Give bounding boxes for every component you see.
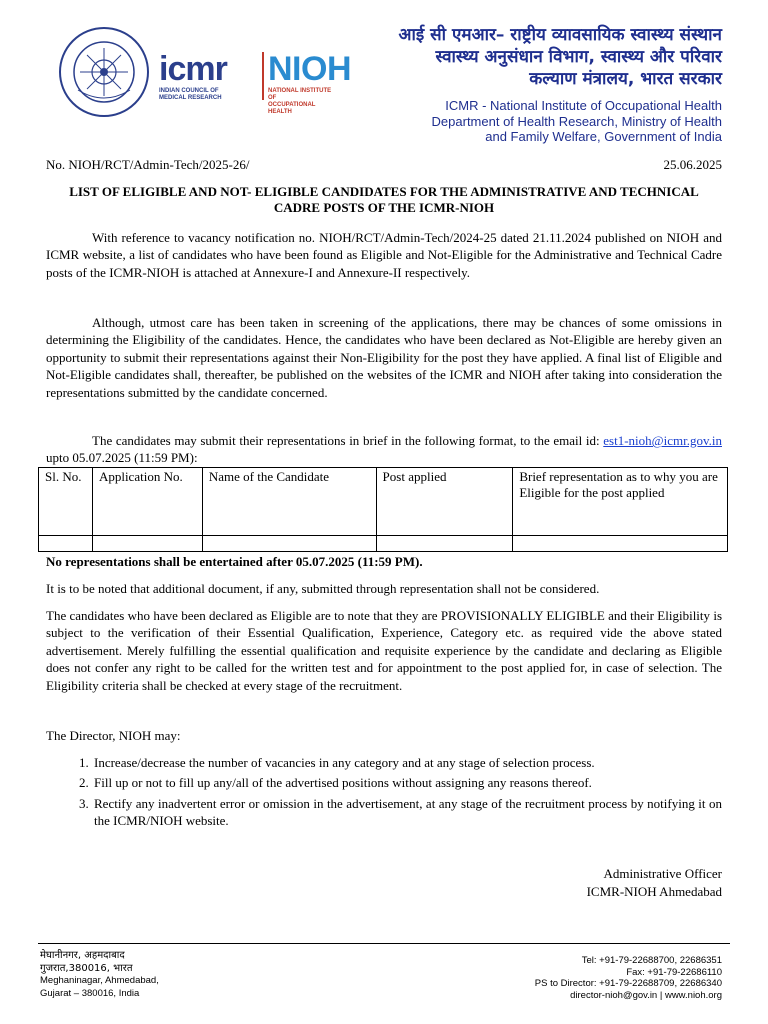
document-title: LIST OF ELIGIBLE AND NOT- ELIGIBLE CANDIDATES FOR THE ADMINISTRATIVE AND TECHNICAL CADRE POSTS OF THE ICMR-NIOH <box>69 184 699 215</box>
nioh-logo-text: NIOH <box>268 50 351 88</box>
table-row <box>39 536 728 552</box>
representation-format-table <box>38 467 728 552</box>
paragraph-provisional-eligibility: The candidates who have been declared as Eligible are to note that they are PROVISIONALLY ELIGIBLE and their Eligibility is subject to the verification of their Essential Qualification, Experience, Category etc. as required vide the above stated advertisement. Merely fulfilling the essential qualification and requisite experience by the candidate and declaring as Eligible does not confer any right to be called for the written test and for appointment to the post applied for, in case of selection. The Eligibility criteria shall be checked at every stage of the recruitment. <box>46 608 722 693</box>
col-application-no: Application No. <box>92 468 202 536</box>
col-sl-no: Sl. No. <box>39 468 93 536</box>
director-powers-list <box>46 754 722 833</box>
list-item: 3. Rectify any inadvertent error or omission in the advertisement, at any stage of the recruitment process by notifying it on the ICMR/NIOH website. <box>92 795 722 830</box>
col-representation: Brief representation as to why you are Eligible for the post applied <box>513 468 728 536</box>
list-item: 2. Fill up or not to fill up any/all of the advertised positions without assigning any reasons thereof. <box>92 774 722 791</box>
hindi-letterhead: आई सी एमआर– राष्ट्रीय व्यावसायिक स्वास्थ्य संस्थान स्वास्थ्य अनुसंधान विभाग, स्वास्थ्य और परिवार कल्याण मंत्रालय, भारत सरकार <box>398 25 722 89</box>
reference-number: No. NIOH/RCT/Admin-Tech/2025-26/ <box>46 157 250 172</box>
icmr-logo-subtitle: INDIAN COUNCIL OF MEDICAL RESEARCH <box>159 88 222 101</box>
icmr-logo-text: icmr <box>159 50 227 88</box>
header-logos <box>58 26 351 126</box>
nioh-logo-subtitle: NATIONAL INSTITUTE OF OCCUPATIONAL HEALTH <box>268 88 332 115</box>
paragraph-notification: With reference to vacancy notification no. NIOH/RCT/Admin-Tech/2024-25 dated 21.11.2024 published on NIOH and ICMR website, a list of candidates who have been found as Eligible and Not-Eligible for the Administrative and Technical Cadre posts of the ICMR-NIOH is attached at Annexure-I and Annexure-II respectively. <box>46 230 722 280</box>
email-link[interactable]: est1-nioh@icmr.gov.in <box>603 433 722 448</box>
document-date: 25.06.2025 <box>663 157 722 172</box>
paragraph-director-powers: The Director, NIOH may: <box>46 728 181 743</box>
footer-divider <box>38 943 730 944</box>
footer-contact: Tel: +91-79-22688700, 22686351 Fax: +91-79-22686110 PS to Director: +91-79-22688709, 22686340 director-nioh@gov.in | www.nioh.org <box>534 955 722 1001</box>
deadline-notice: No representations shall be entertained after 05.07.2025 (11:59 PM). <box>46 554 423 569</box>
col-post-applied: Post applied <box>376 468 513 536</box>
paragraph-representation: Although, utmost care has been taken in screening of the applications, there may be chances of some omissions in determining the Eligibility of the candidates. Hence, the candidates who have been declared as Not-Eligible are hereby given an opportunity to submit their representations against their Non-Eligibility for the post they have applied. A final list of Eligible and Not-Eligible candidates shall, thereafter, be published on the websites of the ICMR and NIOH after taking into consideration the representations submitted by the candidate concerned. <box>46 315 722 400</box>
english-letterhead: ICMR - National Institute of Occupational Health Department of Health Research, Ministry of Health and Family Welfare, Government of India <box>431 98 722 144</box>
paragraph-additional-docs: It is to be noted that additional document, if any, submitted through representation shall not be considered. <box>46 581 600 596</box>
footer-address: मेघानीनगर, अहमदाबाद गुजरात,380016, भारत Meghaninagar, Ahmedabad, Gujarat – 380016, India <box>40 950 159 999</box>
list-item: 1. Increase/decrease the number of vacancies in any category and at any stage of selection process. <box>92 754 722 771</box>
signature-block: Administrative Officer ICMR-NIOH Ahmedabad <box>586 866 722 899</box>
col-candidate-name: Name of the Candidate <box>202 468 376 536</box>
table-header-row <box>39 468 728 536</box>
icmr-seal-icon <box>58 26 150 118</box>
paragraph-submission: The candidates may submit their representations in brief in the following format, to the email id: est1-nioh@icmr.gov.in upto 05.07.2025 (11:59 PM): <box>46 433 722 466</box>
logo-divider <box>262 52 264 100</box>
